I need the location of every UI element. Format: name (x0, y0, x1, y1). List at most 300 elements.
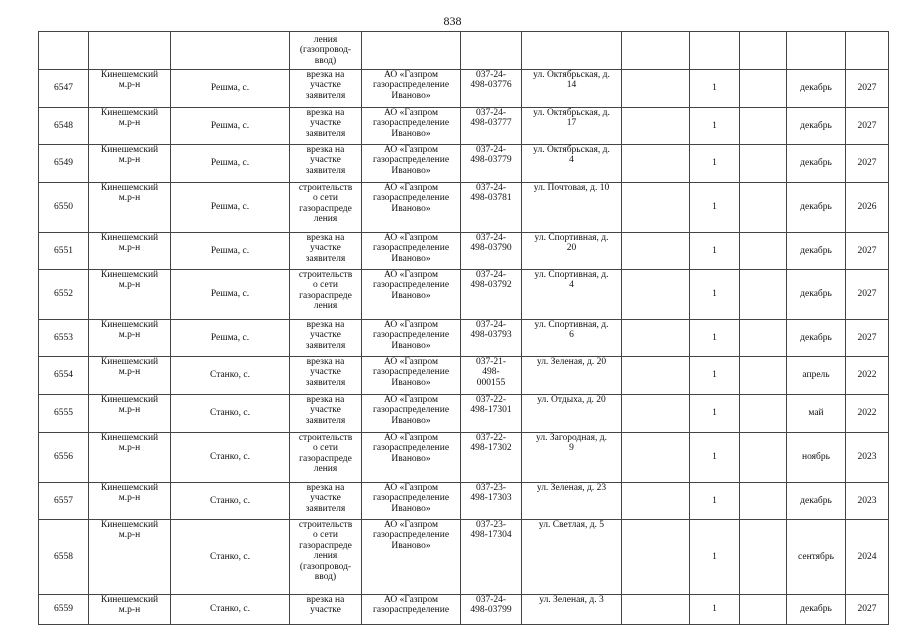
cell-empty (740, 520, 787, 595)
cell-organization (362, 395, 461, 433)
cell-text: апрель (802, 370, 830, 381)
cell-empty (740, 395, 787, 433)
cell-text: 1 (712, 158, 717, 169)
cell-empty (740, 320, 787, 357)
cell-text: ул. Спортивная, д. 6 (534, 320, 609, 341)
cell-empty (622, 270, 690, 320)
cell-empty (622, 320, 690, 357)
cell-text: Кинешемский м.р-н (100, 433, 159, 454)
cell-text: АО «Газпром газораспределение Иваново» (372, 233, 450, 264)
cell-text: декабрь (800, 202, 832, 213)
cell-address (522, 70, 622, 108)
cell-row-number (39, 145, 89, 183)
cell-quantity (690, 483, 740, 520)
cell-text: 1 (712, 604, 717, 615)
cell-text: Кинешемский м.р-н (100, 183, 159, 204)
cell-row-number (39, 108, 89, 145)
cell-address (522, 183, 622, 233)
cell-text: 2027 (857, 83, 877, 94)
cell-district (89, 357, 171, 395)
cell-address (522, 395, 622, 433)
cell-work-type (290, 233, 362, 270)
cell-locality (171, 320, 290, 357)
cell-year (846, 433, 889, 483)
cell-text: 6552 (54, 289, 73, 300)
cell-empty (846, 32, 889, 70)
cell-row-number (39, 70, 89, 108)
continuation-row (39, 32, 889, 70)
cell-address (522, 483, 622, 520)
cell-organization (362, 357, 461, 395)
table-row (39, 520, 889, 595)
cell-text: декабрь (800, 332, 832, 343)
cell-district (89, 595, 171, 625)
cell-month (787, 595, 846, 625)
cell-text: 037-23- 498-17304 (470, 520, 512, 541)
table-row (39, 70, 889, 108)
cell-work-type (290, 433, 362, 483)
cell-locality (171, 483, 290, 520)
cell-code (461, 483, 522, 520)
cell-text: 6555 (54, 408, 73, 419)
cell-work-type (290, 270, 362, 320)
table-row (39, 320, 889, 357)
cell-year (846, 520, 889, 595)
cell-text: ул. Октябрьская, д. 4 (533, 145, 610, 166)
cell-month (787, 233, 846, 270)
cell-quantity (690, 145, 740, 183)
cell-text: строительств о сети газораспреде ления (298, 270, 353, 312)
cell-text: Решма, с. (210, 120, 250, 131)
cell-text: 1 (712, 370, 717, 381)
cell-district (89, 70, 171, 108)
cell-locality (171, 395, 290, 433)
cell-text: 2027 (857, 120, 877, 131)
cell-empty (622, 233, 690, 270)
cell-text: 2023 (857, 495, 877, 506)
cell-text: декабрь (800, 245, 832, 256)
cell-month (787, 320, 846, 357)
cell-organization (362, 520, 461, 595)
cell-code (461, 108, 522, 145)
cell-text: декабрь (800, 83, 832, 94)
cell-row-number (39, 357, 89, 395)
cell-text: 6554 (54, 370, 73, 381)
cell-empty (740, 433, 787, 483)
cell-text: 037-22- 498-17301 (470, 395, 512, 416)
cell-text: 2027 (857, 604, 877, 615)
cell-locality (171, 108, 290, 145)
cell-text: Решма, с. (210, 158, 250, 169)
cell-work-type (290, 483, 362, 520)
cell-text: ул. Зеленая, д. 20 (536, 357, 607, 367)
cell-empty (89, 32, 171, 70)
cell-text: Кинешемский м.р-н (100, 108, 159, 129)
cell-code (461, 520, 522, 595)
cell-text: декабрь (800, 289, 832, 300)
table-row (39, 183, 889, 233)
cell-text: Станко, с. (209, 551, 250, 562)
cell-empty (622, 595, 690, 625)
cell-year (846, 595, 889, 625)
cell-code (461, 145, 522, 183)
cell-text: врезка на участке (306, 595, 345, 616)
cell-empty (740, 595, 787, 625)
cell-month (787, 145, 846, 183)
cell-text: 037-24- 498-03793 (470, 320, 512, 341)
cell-code (461, 395, 522, 433)
cell-empty (171, 32, 290, 70)
cell-text: Станко, с. (209, 452, 250, 463)
cell-text: Решма, с. (210, 332, 250, 343)
cell-text: 1 (712, 120, 717, 131)
cell-organization (362, 233, 461, 270)
cell-text: 2026 (857, 202, 877, 213)
cell-work-type (290, 145, 362, 183)
cell-text: АО «Газпром газораспределение Иваново» (372, 145, 450, 176)
cell-district (89, 433, 171, 483)
gasification-table (38, 31, 889, 625)
cell-text: ул. Спортивная, д. 4 (534, 270, 609, 291)
cell-text: Кинешемский м.р-н (100, 233, 159, 254)
cell-organization (362, 320, 461, 357)
cell-text: АО «Газпром газораспределение Иваново» (372, 483, 450, 514)
table-body (39, 32, 889, 625)
cell-text: Станко, с. (209, 495, 250, 506)
cell-empty (622, 32, 690, 70)
cell-text: Станко, с. (209, 370, 250, 381)
cell-text: ул. Зеленая, д. 3 (539, 595, 604, 605)
cell-address (522, 520, 622, 595)
cell-code (461, 433, 522, 483)
cell-locality (171, 357, 290, 395)
cell-code (461, 320, 522, 357)
cell-month (787, 70, 846, 108)
cell-text: 037-24- 498-03790 (470, 233, 512, 254)
cell-empty (740, 357, 787, 395)
cell-text: ул. Спортивная, д. 20 (534, 233, 609, 254)
cell-text: 1 (712, 289, 717, 300)
cell-text: 6551 (54, 245, 73, 256)
cell-month (787, 183, 846, 233)
cell-text: 037-22- 498-17302 (470, 433, 512, 454)
cell-text: 037-24- 498-03799 (470, 595, 512, 616)
cell-quantity (690, 595, 740, 625)
cell-row-number (39, 320, 89, 357)
page-number: 838 (443, 14, 462, 28)
cell-address (522, 233, 622, 270)
cell-empty (622, 520, 690, 595)
cell-empty (740, 183, 787, 233)
cell-text: врезка на участке заявителя (305, 320, 346, 351)
cell-text: АО «Газпром газораспределение Иваново» (372, 395, 450, 426)
cell-text: 2024 (857, 551, 877, 562)
cell-address (522, 270, 622, 320)
table-row (39, 357, 889, 395)
cell-district (89, 145, 171, 183)
cell-text: 6549 (54, 158, 73, 169)
cell-work-type (290, 357, 362, 395)
cell-text: декабрь (800, 158, 832, 169)
cell-text: строительств о сети газораспреде ления (298, 183, 353, 225)
cell-text: врезка на участке заявителя (305, 483, 346, 514)
cell-text: 1 (712, 202, 717, 213)
cell-empty (622, 395, 690, 433)
cell-district (89, 270, 171, 320)
cell-organization (362, 145, 461, 183)
cell-empty (622, 483, 690, 520)
cell-empty (787, 32, 846, 70)
cell-text: Кинешемский м.р-н (100, 70, 159, 91)
cell-district (89, 233, 171, 270)
cell-organization (362, 433, 461, 483)
cell-text: сентябрь (798, 551, 834, 562)
cell-organization (362, 595, 461, 625)
cell-text: 037-24- 498-03792 (470, 270, 512, 291)
cell-text: Кинешемский м.р-н (100, 145, 159, 166)
cell-row-number (39, 395, 89, 433)
cell-year (846, 233, 889, 270)
cell-text: врезка на участке заявителя (305, 108, 346, 139)
cell-text: 1 (712, 332, 717, 343)
cell-district (89, 483, 171, 520)
cell-text: АО «Газпром газораспределение Иваново» (372, 357, 450, 388)
cell-text: 1 (712, 408, 717, 419)
cell-quantity (690, 70, 740, 108)
cell-empty (622, 145, 690, 183)
cell-row-number (39, 433, 89, 483)
cell-locality (171, 520, 290, 595)
cell-empty (740, 270, 787, 320)
cell-empty (622, 70, 690, 108)
cell-work-type (290, 320, 362, 357)
cell-empty (740, 70, 787, 108)
cell-work-type (290, 32, 362, 70)
cell-text: ул. Почтовая, д. 10 (533, 183, 610, 193)
cell-text: Станко, с. (209, 408, 250, 419)
cell-text: 1 (712, 495, 717, 506)
cell-row-number (39, 483, 89, 520)
cell-month (787, 395, 846, 433)
cell-text: 037-24- 498-03777 (470, 108, 512, 129)
cell-text: врезка на участке заявителя (305, 357, 346, 388)
cell-text: 2022 (857, 408, 877, 419)
cell-text: АО «Газпром газораспределение (372, 595, 450, 616)
cell-text: 037-24- 498-03781 (470, 183, 512, 204)
cell-text: 6557 (54, 495, 73, 506)
cell-work-type (290, 108, 362, 145)
cell-organization (362, 108, 461, 145)
cell-text: 6550 (54, 202, 73, 213)
cell-text: декабрь (800, 495, 832, 506)
cell-locality (171, 145, 290, 183)
cell-text: 6559 (54, 604, 73, 615)
cell-text: 2027 (857, 158, 877, 169)
cell-district (89, 108, 171, 145)
cell-quantity (690, 233, 740, 270)
cell-month (787, 108, 846, 145)
cell-month (787, 270, 846, 320)
cell-month (787, 433, 846, 483)
cell-empty (362, 32, 461, 70)
cell-month (787, 520, 846, 595)
cell-text: 037-24- 498-03776 (470, 70, 512, 91)
cell-text: 2027 (857, 289, 877, 300)
cell-text: 1 (712, 551, 717, 562)
cell-text: ул. Светлая, д. 5 (538, 520, 605, 530)
cell-text: Кинешемский м.р-н (100, 520, 159, 541)
cell-organization (362, 183, 461, 233)
cell-district (89, 395, 171, 433)
cell-text: 2027 (857, 332, 877, 343)
cell-text: врезка на участке заявителя (305, 233, 346, 264)
cell-work-type (290, 395, 362, 433)
cell-address (522, 357, 622, 395)
cell-address (522, 108, 622, 145)
cell-organization (362, 270, 461, 320)
cell-empty (622, 108, 690, 145)
cell-district (89, 183, 171, 233)
cell-year (846, 270, 889, 320)
cell-text: 037-24- 498-03779 (470, 145, 512, 166)
cell-text: 6553 (54, 332, 73, 343)
cell-address (522, 320, 622, 357)
cell-text: 037-21- 498- 000155 (475, 357, 507, 388)
cell-text: декабрь (800, 120, 832, 131)
cell-year (846, 108, 889, 145)
cell-quantity (690, 395, 740, 433)
cell-year (846, 320, 889, 357)
cell-text: АО «Газпром газораспределение Иваново» (372, 70, 450, 101)
cell-text: Кинешемский м.р-н (100, 483, 159, 504)
table-row (39, 433, 889, 483)
cell-text: АО «Газпром газораспределение Иваново» (372, 320, 450, 351)
cell-text: Кинешемский м.р-н (100, 395, 159, 416)
cell-locality (171, 70, 290, 108)
cell-quantity (690, 183, 740, 233)
cell-address (522, 433, 622, 483)
cell-text: Решма, с. (210, 83, 250, 94)
cell-code (461, 233, 522, 270)
cell-text: Кинешемский м.р-н (100, 270, 159, 291)
cell-work-type (290, 595, 362, 625)
cell-text: 037-23- 498-17303 (470, 483, 512, 504)
cell-code (461, 183, 522, 233)
cell-work-type (290, 520, 362, 595)
cell-locality (171, 270, 290, 320)
table-row (39, 395, 889, 433)
cell-quantity (690, 270, 740, 320)
cell-organization (362, 70, 461, 108)
cell-year (846, 395, 889, 433)
cell-text: АО «Газпром газораспределение Иваново» (372, 108, 450, 139)
cell-text: декабрь (800, 604, 832, 615)
cell-work-type (290, 70, 362, 108)
cell-text: Станко, с. (209, 604, 250, 615)
cell-row-number (39, 595, 89, 625)
cell-text: АО «Газпром газораспределение Иваново» (372, 433, 450, 464)
cell-text: ноябрь (802, 452, 830, 463)
cell-text: АО «Газпром газораспределение Иваново» (372, 270, 450, 301)
cell-year (846, 183, 889, 233)
cell-empty (461, 32, 522, 70)
cell-text: АО «Газпром газораспределение Иваново» (372, 183, 450, 214)
cell-text: май (808, 408, 824, 419)
table-row (39, 595, 889, 625)
cell-text: 1 (712, 83, 717, 94)
cell-text: АО «Газпром газораспределение Иваново» (372, 520, 450, 551)
cell-address (522, 595, 622, 625)
cell-text: ул. Зеленая, д. 23 (536, 483, 607, 493)
cell-locality (171, 433, 290, 483)
cell-empty (622, 357, 690, 395)
cell-year (846, 145, 889, 183)
cell-text: врезка на участке заявителя (305, 145, 346, 176)
cell-text: Кинешемский м.р-н (100, 595, 159, 616)
cell-locality (171, 183, 290, 233)
cell-row-number (39, 233, 89, 270)
cell-empty (740, 32, 787, 70)
cell-empty (690, 32, 740, 70)
cell-address (522, 145, 622, 183)
cell-quantity (690, 433, 740, 483)
cell-work-type (290, 183, 362, 233)
table-row (39, 233, 889, 270)
cell-code (461, 357, 522, 395)
cell-text: 6548 (54, 120, 73, 131)
cell-empty (740, 108, 787, 145)
cell-text: ления (газопровод- ввод) (299, 34, 352, 66)
cell-text: строительств о сети газораспреде ления (газопровод- ввод) (298, 520, 353, 583)
table-row (39, 145, 889, 183)
cell-text: ул. Октябрьская, д. 17 (533, 108, 610, 129)
cell-empty (740, 233, 787, 270)
cell-code (461, 70, 522, 108)
cell-empty (39, 32, 89, 70)
cell-text: строительств о сети газораспреде ления (298, 433, 353, 475)
cell-text: 6556 (54, 452, 73, 463)
cell-text: ул. Отдыха, д. 20 (537, 395, 606, 405)
cell-text: ул. Октябрьская, д. 14 (533, 70, 610, 91)
cell-locality (171, 595, 290, 625)
cell-year (846, 70, 889, 108)
cell-text: ул. Загородная, д. 9 (536, 433, 607, 454)
cell-empty (522, 32, 622, 70)
cell-empty (622, 433, 690, 483)
cell-quantity (690, 320, 740, 357)
cell-quantity (690, 108, 740, 145)
cell-text: врезка на участке заявителя (305, 395, 346, 426)
cell-text: 2027 (857, 245, 877, 256)
cell-empty (622, 183, 690, 233)
cell-year (846, 357, 889, 395)
cell-text: 6547 (54, 83, 73, 94)
cell-month (787, 357, 846, 395)
cell-text: врезка на участке заявителя (305, 70, 346, 101)
cell-text: 1 (712, 452, 717, 463)
table-row (39, 108, 889, 145)
cell-text: Кинешемский м.р-н (100, 320, 159, 341)
cell-empty (740, 145, 787, 183)
cell-district (89, 320, 171, 357)
cell-text: Кинешемский м.р-н (100, 357, 159, 378)
cell-code (461, 595, 522, 625)
cell-organization (362, 483, 461, 520)
table-row (39, 270, 889, 320)
cell-empty (740, 483, 787, 520)
cell-quantity (690, 520, 740, 595)
cell-text: 2022 (857, 370, 877, 381)
